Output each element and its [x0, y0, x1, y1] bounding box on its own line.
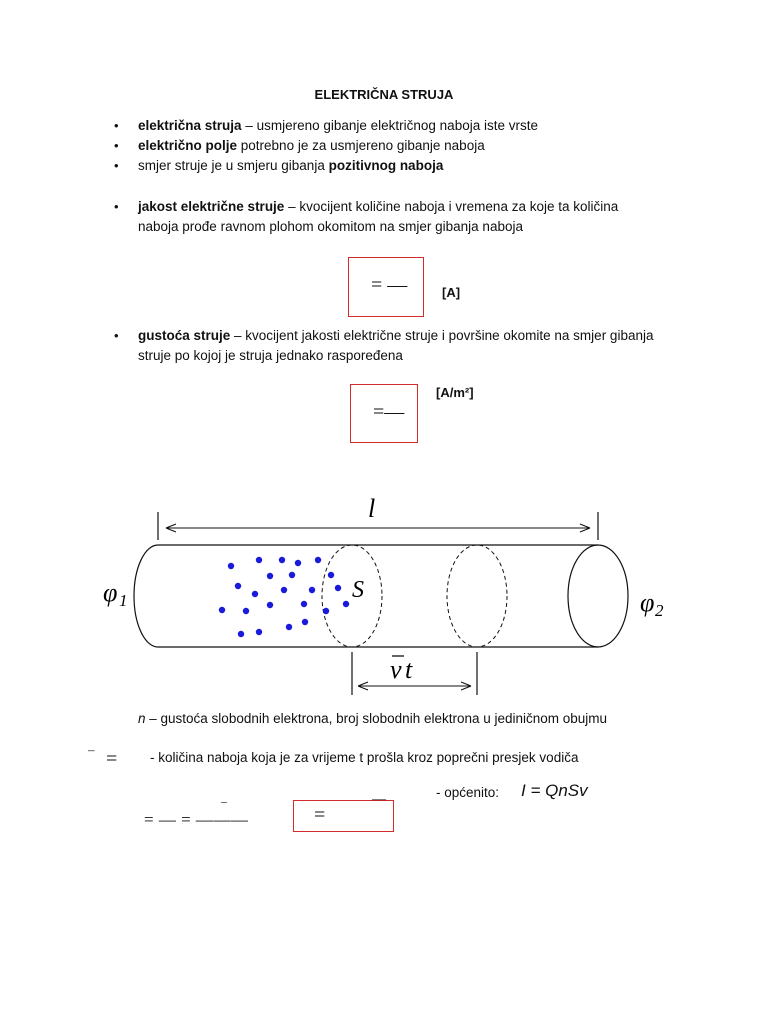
- final-formula-bar: —: [372, 792, 386, 807]
- unit-ampere-per-m2: [A/m²]: [436, 385, 474, 400]
- formula-density: =—: [373, 401, 405, 423]
- left-potential: φ: [103, 578, 118, 607]
- cross-section-vt: [447, 545, 507, 647]
- bullet-dot: •: [114, 138, 119, 153]
- bullet-dot: •: [114, 328, 119, 343]
- left-potential-subscript: 1: [119, 591, 128, 610]
- page-title: ELEKTRIČNA STRUJA: [314, 87, 454, 102]
- final-formula-equals: =: [314, 804, 326, 826]
- charge-description: - količina naboja koja je za vrijeme t prošla kroz poprečni presjek vodiča: [150, 750, 579, 765]
- bullet-current-intensity: • jakost električne struje – kvocijent količine naboja i vremena za koje ta količina naboja prođe ravnom plohom okomitom na smjer gibanja naboja: [114, 199, 619, 234]
- final-left-bar: –: [221, 794, 227, 808]
- time-label: t: [405, 655, 413, 684]
- formula-density-box: [350, 384, 418, 443]
- formula-current: = —: [371, 274, 408, 296]
- right-potential-subscript: 2: [655, 601, 664, 620]
- charge-equals: =: [106, 748, 118, 770]
- bullet-dot: •: [114, 118, 119, 133]
- cylinder-right-end: [568, 545, 628, 647]
- electron-density-definition: n – gustoća slobodnih elektrona, broj slobodnih elektrona u jediničnom obujmu: [138, 711, 608, 726]
- final-derivation: = — = ———: [144, 810, 249, 829]
- free-electrons: [219, 557, 349, 637]
- area-label: S: [352, 577, 364, 603]
- conductor-diagram: [0, 480, 768, 710]
- right-potential: φ: [640, 588, 655, 617]
- bullet-dot: •: [114, 158, 119, 173]
- cylinder-left-end: [134, 545, 158, 647]
- bullet-current-density: • gustoća struje – kvocijent jakosti električne struje i površine okomite na smjer gibanja struje po kojoj je struja jednako raspoređena: [114, 328, 654, 363]
- length-label: l: [368, 494, 376, 523]
- formula-current-box: [348, 257, 424, 317]
- generally-label: - općenito:: [436, 785, 500, 800]
- velocity-label: v: [390, 655, 402, 684]
- bullet-dot: •: [114, 199, 119, 214]
- charge-bar: –: [88, 742, 95, 757]
- general-formula: I = QnSv: [521, 781, 588, 800]
- final-formula-box: [293, 792, 394, 832]
- unit-ampere: [A]: [442, 285, 461, 300]
